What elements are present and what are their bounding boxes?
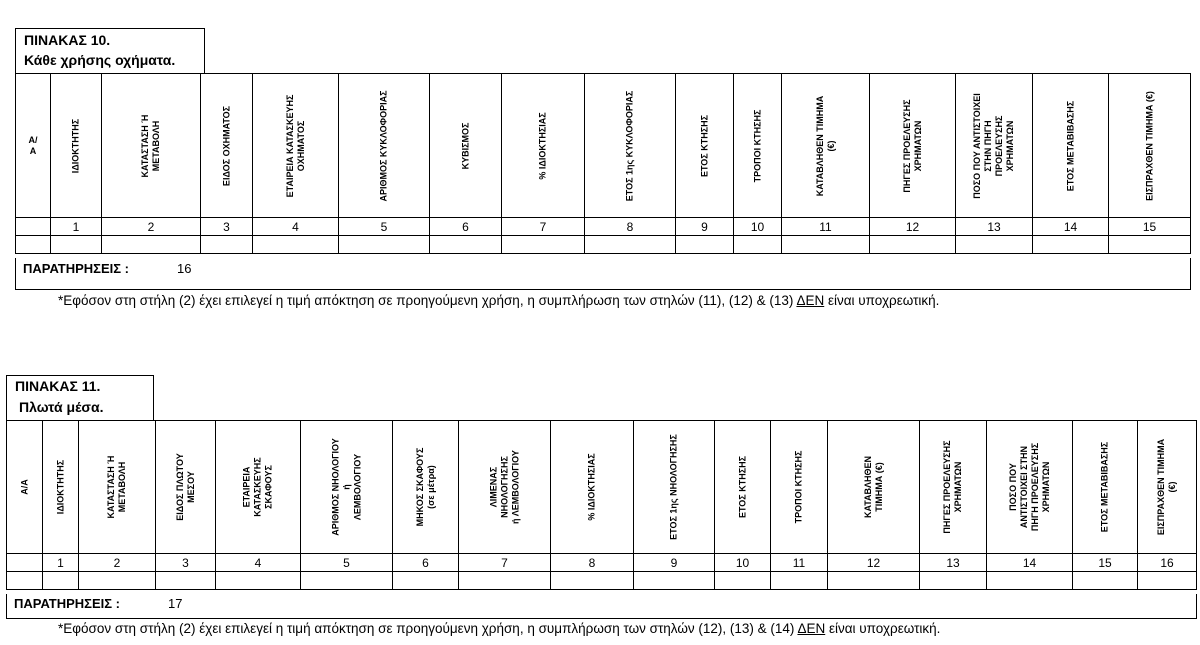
table11-remarks-box (6, 594, 1197, 619)
table11-footnote-emphasis: ΔΕΝ (797, 621, 826, 636)
table10-col-number: 9 (676, 218, 734, 236)
table10-remarks-box (15, 258, 1191, 290)
table11-footnote: *Εφόσον στη στήλη (2) έχει επιλεγεί η τιμή απόκτηση σε προηγούμενη χρήση, η συμπλήρωση των στηλών (12), (13) & (14) ΔΕΝ είναι υποχρεωτική. (58, 621, 941, 636)
table10-remarks-label: ΠΑΡΑΤΗΡΗΣΕΙΣ : (23, 261, 130, 276)
table11-header-source-amount: ΠΟΣΟ ΠΟΥ ΑΝΤΙΣΤΟΙΧΕΙ ΣΤΗΝ ΠΗΓΗ ΠΡΟΕΛΕΥΣΗΣ ΧΡΗΜΑΤΩΝ (987, 421, 1073, 554)
table11-col-number: 14 (987, 554, 1073, 572)
table11-col-number: 13 (920, 554, 987, 572)
table10-col-number: 11 (782, 218, 870, 236)
table11-entry-cell[interactable] (216, 572, 301, 590)
table10-footnote-emphasis: ΔΕΝ (796, 293, 825, 308)
table11-header-acquisition-year: ΕΤΟΣ ΚΤΗΣΗΣ (715, 421, 771, 554)
table11-col-number: 1 (43, 554, 79, 572)
table11-entry-cell[interactable] (920, 572, 987, 590)
table11-header-funding-sources: ΠΗΓΕΣ ΠΡΟΕΛΕΥΣΗΣ ΧΡΗΜΑΤΩΝ (920, 421, 987, 554)
table10-header-owner: ΙΔΙΟΚΤΗΤΗΣ (51, 74, 102, 218)
table10-header-aa: Α/ Α (16, 74, 51, 218)
table11-entry-cell[interactable] (459, 572, 551, 590)
table11-header-row (7, 421, 1197, 554)
table11-remarks-label: ΠΑΡΑΤΗΡΗΣΕΙΣ : (14, 596, 121, 611)
table11-entry-cell[interactable] (43, 572, 79, 590)
table11-col-number: 9 (634, 554, 715, 572)
table11-entry-cell[interactable] (79, 572, 156, 590)
table10-title-box (15, 28, 205, 74)
table10-header-price-received: ΕΙΣΠΡΑΧΘΕΝ ΤΙΜΗΜΑ (€) (1109, 74, 1191, 218)
table11-header-length: ΜΗΚΟΣ ΣΚΑΦΟΥΣ (σε μέτρα) (393, 421, 459, 554)
table11-entry-cell[interactable] (715, 572, 771, 590)
table10-subtitle: Κάθε χρήσης οχήματα. (24, 52, 176, 68)
table11-header-registry-number: ΑΡΙΘΜΟΣ ΝΗΟΛΟΓΙΟΥ ή ΛΕΜΒΟΛΟΓΙΟΥ (301, 421, 393, 554)
table10-entry-cell[interactable] (734, 236, 782, 254)
table10-header-acquisition-year: ΕΤΟΣ ΚΤΗΣΗΣ (676, 74, 734, 218)
table11-col-number: 10 (715, 554, 771, 572)
table11-col-number: 7 (459, 554, 551, 572)
table10-col-number: 15 (1109, 218, 1191, 236)
table10-col-number: 3 (201, 218, 253, 236)
table10-header-displacement: ΚΥΒΙΣΜΟΣ (430, 74, 502, 218)
table10-entry-cell[interactable] (16, 236, 51, 254)
table10-entry-cell[interactable] (102, 236, 201, 254)
table11-col-number (7, 554, 43, 572)
table10-entry-cell[interactable] (782, 236, 870, 254)
table11-header-builder: ΕΤΑΙΡΕΙΑ ΚΑΤΑΣΚΕΥΗΣ ΣΚΑΦΟΥΣ (216, 421, 301, 554)
table11-subtitle: Πλωτά μέσα. (19, 399, 104, 415)
table10-entry-cell[interactable] (676, 236, 734, 254)
table10-entry-cell[interactable] (502, 236, 585, 254)
table10-col-number: 6 (430, 218, 502, 236)
table10-header-status: ΚΑΤΑΣΤΑΣΗ Ή ΜΕΤΑΒΟΛΗ (102, 74, 201, 218)
table11-header-ownership-percent: % ΙΔΙΟΚΤΗΣΙΑΣ (551, 421, 634, 554)
table11-header-owner: ΙΔΙΟΚΤΗΤΗΣ (43, 421, 79, 554)
table11-entry-row (7, 572, 1197, 590)
table10-header-manufacturer: ΕΤΑΙΡΕΙΑ ΚΑΤΑΣΚΕΥΗΣ ΟΧΗΜΑΤΟΣ (253, 74, 339, 218)
table11-entry-cell[interactable] (156, 572, 216, 590)
table11-header-price-received: ΕΙΣΠΡΑΧΘΕΝ ΤΙΜΗΜΑ (€) (1138, 421, 1197, 554)
table11-entry-cell[interactable] (1138, 572, 1197, 590)
table10-entry-cell[interactable] (201, 236, 253, 254)
table10-col-number: 13 (956, 218, 1033, 236)
table10-header-row (16, 74, 1191, 218)
table11-col-number: 4 (216, 554, 301, 572)
table10-entry-cell[interactable] (1109, 236, 1191, 254)
table11-header-first-registration-year: ΕΤΟΣ 1ης ΝΗΟΛΟΓΗΣΗΣ (634, 421, 715, 554)
table11-header-acquisition-method: ΤΡΟΠΟΙ ΚΤΗΣΗΣ (771, 421, 828, 554)
table10-header-first-circulation-year: ΕΤΟΣ 1ης ΚΥΚΛΟΦΟΡΙΑΣ (585, 74, 676, 218)
table10-remarks-number: 16 (177, 261, 192, 276)
table10-col-number: 14 (1033, 218, 1109, 236)
table11-entry-cell[interactable] (987, 572, 1073, 590)
table10-entry-cell[interactable] (253, 236, 339, 254)
table11-entry-cell[interactable] (771, 572, 828, 590)
table10-col-number: 7 (502, 218, 585, 236)
table10-header-ownership-percent: % ΙΔΙΟΚΤΗΣΙΑΣ (502, 74, 585, 218)
table11-entry-cell[interactable] (634, 572, 715, 590)
table10-footnote: *Εφόσον στη στήλη (2) έχει επιλεγεί η τιμή απόκτηση σε προηγούμενη χρήση, η συμπλήρωση των στηλών (11), (12) & (13) ΔΕΝ είναι υποχρεωτική. (58, 293, 940, 308)
table11-col-number: 5 (301, 554, 393, 572)
table10-entry-cell[interactable] (870, 236, 956, 254)
table10-header-vehicle-type: ΕΙΔΟΣ ΟΧΗΜΑΤΟΣ (201, 74, 253, 218)
table11-remarks-number: 17 (168, 596, 183, 611)
table11-col-number: 8 (551, 554, 634, 572)
table10-col-number: 10 (734, 218, 782, 236)
table10-entry-cell[interactable] (1033, 236, 1109, 254)
table11-entry-cell[interactable] (551, 572, 634, 590)
table10-title: ΠΙΝΑΚΑΣ 10. (24, 32, 111, 48)
table11-entry-cell[interactable] (7, 572, 43, 590)
table11-title-box (6, 375, 154, 421)
table10-col-number: 1 (51, 218, 102, 236)
table11-col-number: 15 (1073, 554, 1138, 572)
table11-col-number: 6 (393, 554, 459, 572)
table10-col-number: 5 (339, 218, 430, 236)
table10-header-transfer-year: ΕΤΟΣ ΜΕΤΑΒΙΒΑΣΗΣ (1033, 74, 1109, 218)
table11-col-number: 16 (1138, 554, 1197, 572)
table11-grid (6, 420, 1197, 590)
table10-entry-cell[interactable] (339, 236, 430, 254)
table10-entry-cell[interactable] (956, 236, 1033, 254)
table11-header-aa: Α/Α (7, 421, 43, 554)
table11-col-number: 3 (156, 554, 216, 572)
table10-entry-cell[interactable] (430, 236, 502, 254)
table11-col-number: 2 (79, 554, 156, 572)
table10-number-row (16, 218, 1191, 236)
table11-entry-cell[interactable] (1073, 572, 1138, 590)
table11-entry-cell[interactable] (393, 572, 459, 590)
table10-header-source-amount: ΠΟΣΟ ΠΟΥ ΑΝΤΙΣΤΟΙΧΕΙ ΣΤΗΝ ΠΗΓΗ ΠΡΟΕΛΕΥΣΗΣ ΧΡΗΜΑΤΩΝ (956, 74, 1033, 218)
table11-header-vessel-type: ΕΙΔΟΣ ΠΛΩΤΟΥ ΜΕΣΟΥ (156, 421, 216, 554)
table11-header-status: ΚΑΤΑΣΤΑΣΗ Ή ΜΕΤΑΒΟΛΗ (79, 421, 156, 554)
table10-entry-cell[interactable] (585, 236, 676, 254)
table10-entry-row (16, 236, 1191, 254)
table11-col-number: 12 (828, 554, 920, 572)
table10-col-number: 2 (102, 218, 201, 236)
table11-header-price-paid: ΚΑΤΑΒΛΗΘΕΝ ΤΙΜΗΜΑ (€) (828, 421, 920, 554)
table10-header-plate-number: ΑΡΙΘΜΟΣ ΚΥΚΛΟΦΟΡΙΑΣ (339, 74, 430, 218)
table11-number-row (7, 554, 1197, 572)
table11-col-number: 11 (771, 554, 828, 572)
table11-header-registry-port: ΛΙΜΕΝΑΣ ΝΗΟΛΟΓΗΣΗΣ ή ΛΕΜΒΟΛΟΓΙΟΥ (459, 421, 551, 554)
table10-col-number: 8 (585, 218, 676, 236)
table11-entry-cell[interactable] (301, 572, 393, 590)
table10-entry-cell[interactable] (51, 236, 102, 254)
table10-col-number: 4 (253, 218, 339, 236)
table11-title: ΠΙΝΑΚΑΣ 11. (15, 378, 101, 394)
table10-grid (15, 73, 1191, 254)
table10-header-funding-sources: ΠΗΓΕΣ ΠΡΟΕΛΕΥΣΗΣ ΧΡΗΜΑΤΩΝ (870, 74, 956, 218)
table10-col-number (16, 218, 51, 236)
table10-header-acquisition-method: ΤΡΟΠΟΙ ΚΤΗΣΗΣ (734, 74, 782, 218)
table11-header-transfer-year: ΕΤΟΣ ΜΕΤΑΒΙΒΑΣΗΣ (1073, 421, 1138, 554)
table10-col-number: 12 (870, 218, 956, 236)
table10-header-price-paid: ΚΑΤΑΒΛΗΘΕΝ ΤΙΜΗΜΑ (€) (782, 74, 870, 218)
table11-entry-cell[interactable] (828, 572, 920, 590)
